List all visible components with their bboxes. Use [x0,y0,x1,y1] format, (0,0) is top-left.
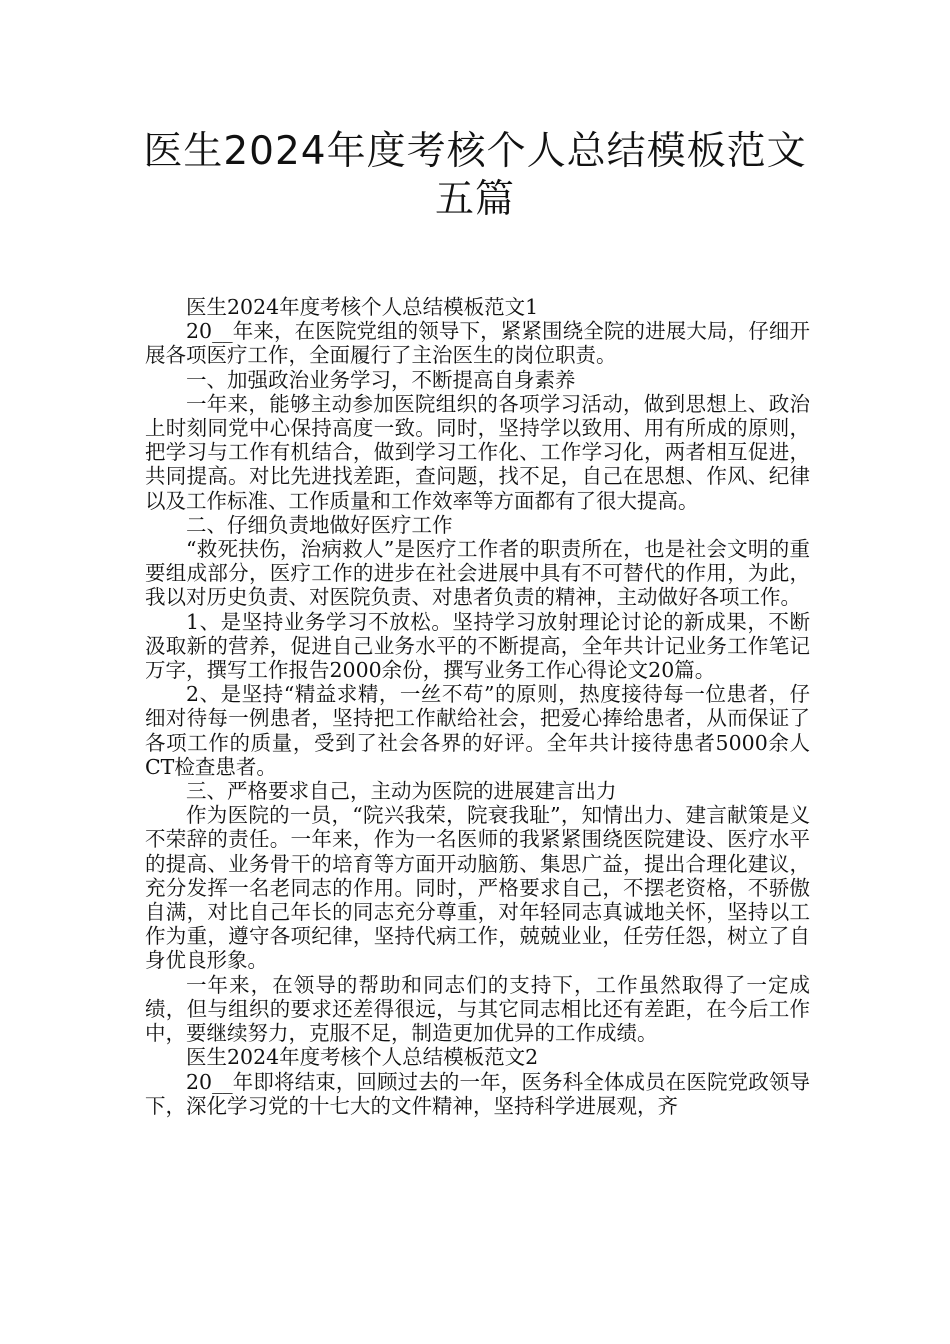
document-title-line-2: 五篇 [434,177,515,222]
subsection-heading: 一、加强政治业务学习，不断提高自身素养 [186,367,576,392]
body-paragraph: 1、是坚持业务学习不放松。坚持学习放射理论讨论的新成果，不断汲取新的营养，促进自己业务水平的不断提高，全年共计记业务工作笔记万字，撰写工作报告2000余份，撰写业务工作心得论文20篇。 [145,609,810,683]
body-paragraph: 2、是坚持“精益求精，一丝不苟”的原则，热度接待每一位患者，仔细对待每一例患者，坚持把工作献给社会，把爱心捧给患者，从而保证了各项工作的质量，受到了社会各界的好评。全年共计接待患者5000余人CT检查患者。 [145,682,810,779]
section-heading: 医生2024年度考核个人总结模板范文2 [186,1045,539,1070]
section-heading: 医生2024年度考核个人总结模板范文1 [186,295,539,319]
subsection-heading: 二、仔细负责地做好医疗工作 [186,512,453,537]
body-paragraph: 20__年即将结束，回顾过去的一年，医务科全体成员在医院党政领导下，深化学习党的十七大的文件精神，坚持科学进展观，齐 [145,1069,810,1118]
document-title [100,128,850,224]
body-paragraph: 作为医院的一员，“院兴我荣，院衰我耻”，知情出力、建言献策是义不荣辞的责任。一年来，作为一名医师的我紧紧围绕医院建设、医疗水平的提高、业务骨干的培育等方面开动脑筋、集思广益，提出合理化建议，充分发挥一名老同志的作用。同时，严格要求自己，不摆老资格，不骄傲自满，对比自己年长的同志充分尊重，对年轻同志真诚地关怀，坚持以工作为重，遵守各项纪律，坚持代病工作，兢兢业业，任劳任怨，树立了自身优良形象。 [145,803,810,973]
subsection-heading: 三、严格要求自己，主动为医院的进展建言出力 [186,779,617,804]
document-title-line-1: 医生2024年度考核个人总结模板范文 [143,129,807,174]
body-paragraph: 一年来，能够主动参加医院组织的各项学习活动，做到思想上、政治上时刻同党中心保持高度一致。同时，坚持学以致用、用有所成的原则，把学习与工作有机结合，做到学习工作化、工作学习化，两者相互促进，共同提高。对比先进找差距，查问题，找不足，自己在思想、作风、纪律以及工作标准、工作质量和工作效率等方面都有了很大提高。 [145,391,810,513]
document-body [145,295,810,1118]
body-paragraph: 20__年来，在医院党组的领导下，紧紧围绕全院的进展大局，仔细开展各项医疗工作，全面履行了主治医生的岗位职责。 [145,319,810,368]
body-paragraph: 一年来，在领导的帮助和同志们的支持下，工作虽然取得了一定成绩，但与组织的要求还差得很远，与其它同志相比还有差距，在今后工作中，要继续努力，克服不足，制造更加优异的工作成绩。 [145,972,810,1046]
body-paragraph: “救死扶伤，治病救人”是医疗工作者的职责所在，也是社会文明的重要组成部分，医疗工作的进步在社会进展中具有不可替代的作用，为此，我以对历史负责、对医院负责、对患者负责的精神，主动做好各项工作。 [145,537,810,610]
